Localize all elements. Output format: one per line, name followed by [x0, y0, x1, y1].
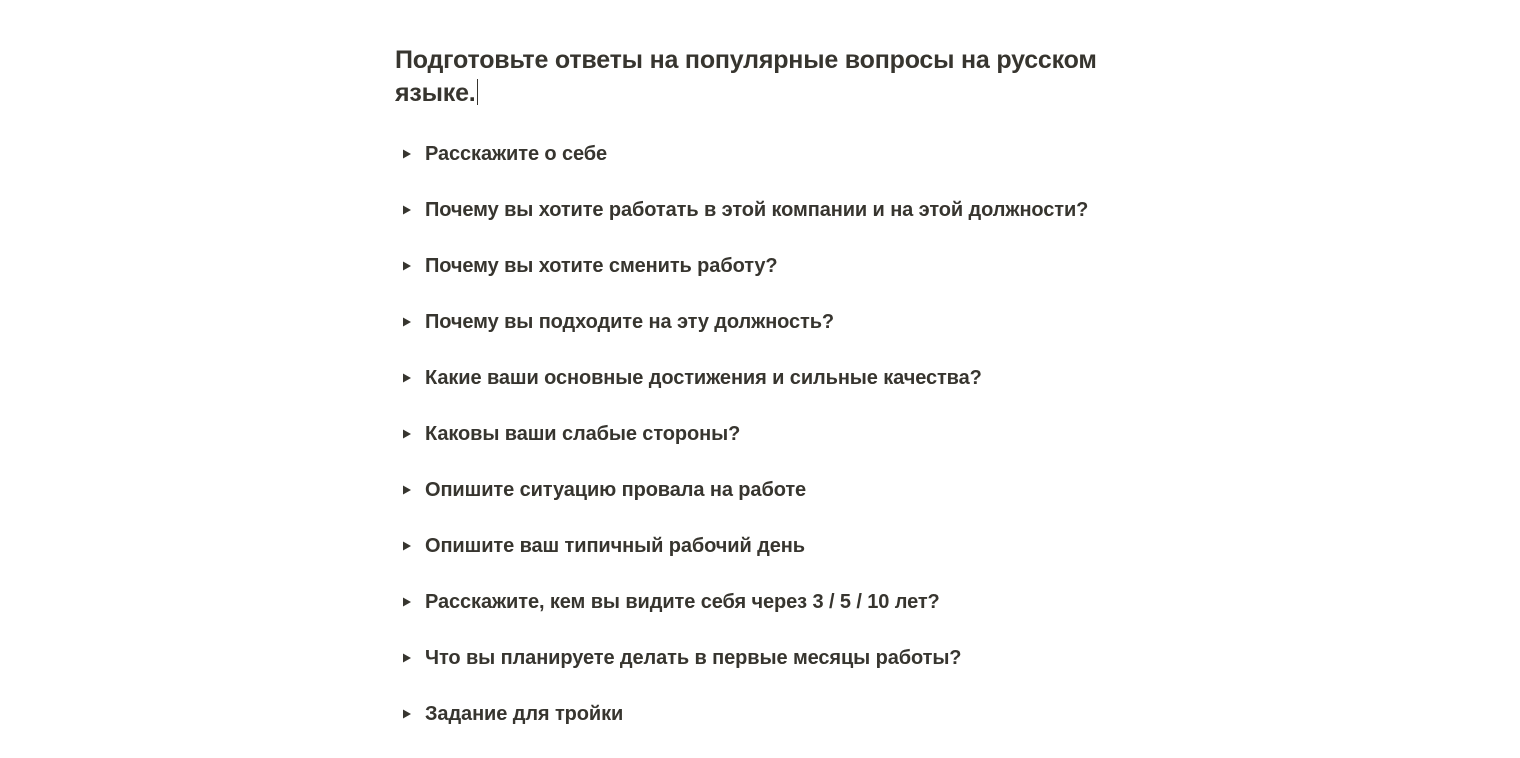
toggle-block[interactable] [395, 238, 1135, 294]
heading-text: Подготовьте ответы на популярные вопросы на русском языке. [395, 46, 1097, 107]
toggle-triangle-icon[interactable] [395, 702, 425, 726]
toggle-label[interactable]: Опишите ваш типичный рабочий день [425, 535, 805, 557]
page-heading[interactable] [395, 44, 1135, 110]
toggle-block[interactable] [395, 350, 1135, 406]
toggle-block[interactable] [395, 182, 1135, 238]
toggle-triangle-icon[interactable] [395, 142, 425, 166]
toggle-label[interactable]: Почему вы хотите сменить работу? [425, 255, 778, 277]
toggle-block[interactable] [395, 630, 1135, 686]
toggle-list [395, 126, 1135, 742]
toggle-label[interactable]: Расскажите, кем вы видите себя через 3 / 5 / 10 лет? [425, 591, 940, 613]
toggle-triangle-icon[interactable] [395, 646, 425, 670]
toggle-label[interactable]: Почему вы хотите работать в этой компании и на этой должности? [425, 199, 1089, 221]
toggle-triangle-icon[interactable] [395, 534, 425, 558]
text-cursor [477, 79, 478, 105]
toggle-triangle-icon[interactable] [395, 478, 425, 502]
toggle-label[interactable]: Что вы планируете делать в первые месяцы работы? [425, 647, 962, 669]
toggle-triangle-icon[interactable] [395, 254, 425, 278]
toggle-label[interactable]: Какие ваши основные достижения и сильные качества? [425, 367, 982, 389]
toggle-block[interactable] [395, 518, 1135, 574]
toggle-triangle-icon[interactable] [395, 198, 425, 222]
toggle-label[interactable]: Почему вы подходите на эту должность? [425, 311, 835, 333]
page-content [395, 44, 1135, 742]
toggle-block[interactable] [395, 294, 1135, 350]
toggle-block[interactable] [395, 574, 1135, 630]
toggle-label[interactable]: Задание для тройки [425, 703, 624, 725]
toggle-block[interactable] [395, 406, 1135, 462]
toggle-label[interactable]: Каковы ваши слабые стороны? [425, 423, 741, 445]
toggle-triangle-icon[interactable] [395, 310, 425, 334]
toggle-block[interactable] [395, 126, 1135, 182]
toggle-block[interactable] [395, 686, 1135, 742]
toggle-label[interactable]: Расскажите о себе [425, 143, 608, 165]
toggle-triangle-icon[interactable] [395, 422, 425, 446]
toggle-triangle-icon[interactable] [395, 590, 425, 614]
toggle-label[interactable]: Опишите ситуацию провала на работе [425, 479, 807, 501]
toggle-block[interactable] [395, 462, 1135, 518]
toggle-triangle-icon[interactable] [395, 366, 425, 390]
